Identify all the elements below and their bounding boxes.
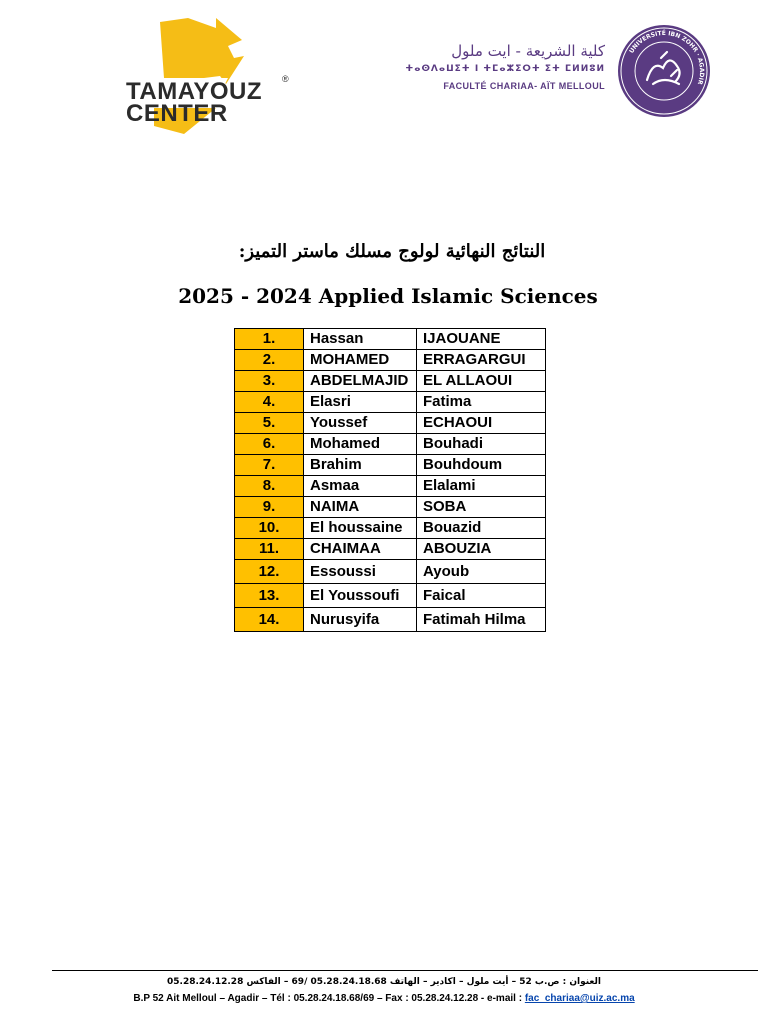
- table-row: [235, 518, 546, 539]
- footer-divider: [52, 970, 758, 971]
- table-row: [235, 434, 546, 455]
- results-table: [234, 328, 546, 632]
- rank-cell: 6.: [235, 434, 304, 455]
- rank-cell: 8.: [235, 476, 304, 497]
- table-row: [235, 455, 546, 476]
- tamayouz-logo-line1: TAMAYOUZ: [126, 78, 262, 105]
- table-row: [235, 476, 546, 497]
- table-row: [235, 560, 546, 584]
- last-name-cell: Bouazid: [417, 518, 546, 539]
- table-row: [235, 350, 546, 371]
- first-name-cell: CHAIMAA: [304, 539, 417, 560]
- table-row: [235, 584, 546, 608]
- first-name-cell: Mohamed: [304, 434, 417, 455]
- last-name-cell: ABOUZIA: [417, 539, 546, 560]
- last-name-cell: Bouhadi: [417, 434, 546, 455]
- last-name-cell: IJAOUANE: [417, 329, 546, 350]
- footer-email-link[interactable]: fac_chariaa@uiz.ac.ma: [524, 993, 635, 1004]
- seal-arc-text: UNIVERSITÉ IBN ZOHR · AGADIR: [628, 29, 706, 86]
- table-row: [235, 608, 546, 632]
- last-name-cell: ECHAOUI: [417, 413, 546, 434]
- page-title-english: 2025 - 2024 Applied Islamic Sciences: [178, 284, 598, 308]
- last-name-cell: Faical: [417, 584, 546, 608]
- rank-cell: 4.: [235, 392, 304, 413]
- first-name-cell: Nurusyifa: [304, 608, 417, 632]
- rank-cell: 7.: [235, 455, 304, 476]
- first-name-cell: Asmaa: [304, 476, 417, 497]
- footer-address-french: [0, 993, 768, 1004]
- first-name-cell: Essoussi: [304, 560, 417, 584]
- last-name-cell: Fatimah Hilma: [417, 608, 546, 632]
- first-name-cell: MOHAMED: [304, 350, 417, 371]
- first-name-cell: Elasri: [304, 392, 417, 413]
- last-name-cell: Ayoub: [417, 560, 546, 584]
- first-name-cell: ABDELMAJID: [304, 371, 417, 392]
- last-name-cell: Elalami: [417, 476, 546, 497]
- footer-address-arabic: العنوان : ص.ب 52 – أيت ملول – اكادير – الهاتف 05.28.24.18.68 /69 – الفاكس 05.28.24.12.28: [167, 977, 601, 987]
- table-row: [235, 497, 546, 518]
- university-ibn-zohr-seal-icon: [617, 24, 711, 118]
- faculty-name-french: FACULTÉ CHARIAA- AÏT MELLOUL: [443, 81, 605, 91]
- page-title-arabic: النتائج النهائية لولوج مسلك ماستر التميز:: [238, 241, 546, 262]
- first-name-cell: NAIMA: [304, 497, 417, 518]
- table-row: [235, 392, 546, 413]
- last-name-cell: Bouhdoum: [417, 455, 546, 476]
- faculty-name-arabic: كلية الشريعة - ايت ملول: [451, 42, 605, 60]
- rank-cell: 14.: [235, 608, 304, 632]
- rank-cell: 5.: [235, 413, 304, 434]
- first-name-cell: Brahim: [304, 455, 417, 476]
- first-name-cell: Hassan: [304, 329, 417, 350]
- table-row: [235, 413, 546, 434]
- rank-cell: 11.: [235, 539, 304, 560]
- faculty-header: [405, 40, 611, 100]
- rank-cell: 10.: [235, 518, 304, 539]
- table-row: [235, 371, 546, 392]
- rank-cell: 13.: [235, 584, 304, 608]
- last-name-cell: SOBA: [417, 497, 546, 518]
- first-name-cell: Youssef: [304, 413, 417, 434]
- last-name-cell: ERRAGARGUI: [417, 350, 546, 371]
- tamayouz-logo-line2: CENTER: [126, 100, 228, 127]
- registered-mark: ®: [282, 74, 289, 84]
- rank-cell: 9.: [235, 497, 304, 518]
- faculty-name-tifinagh: ⵜⴰⵙⴷⴰⵡⵉⵜ ⵏ ⵜⵎⴰⵣⵉⵔⵜ ⵉⵜ ⵎⵍⵍⵓⵍ: [405, 64, 605, 74]
- rank-cell: 3.: [235, 371, 304, 392]
- rank-cell: 1.: [235, 329, 304, 350]
- footer-address-text: B.P 52 Ait Melloul – Agadir – Tél : 05.28.24.18.68/69 – Fax : 05.28.24.12.28 - e-mail :: [133, 993, 525, 1004]
- rank-cell: 12.: [235, 560, 304, 584]
- table-row: [235, 539, 546, 560]
- tamayouz-center-logo: [124, 16, 294, 138]
- first-name-cell: El Youssoufi: [304, 584, 417, 608]
- first-name-cell: El houssaine: [304, 518, 417, 539]
- last-name-cell: EL ALLAOUI: [417, 371, 546, 392]
- rank-cell: 2.: [235, 350, 304, 371]
- table-row: [235, 329, 546, 350]
- last-name-cell: Fatima: [417, 392, 546, 413]
